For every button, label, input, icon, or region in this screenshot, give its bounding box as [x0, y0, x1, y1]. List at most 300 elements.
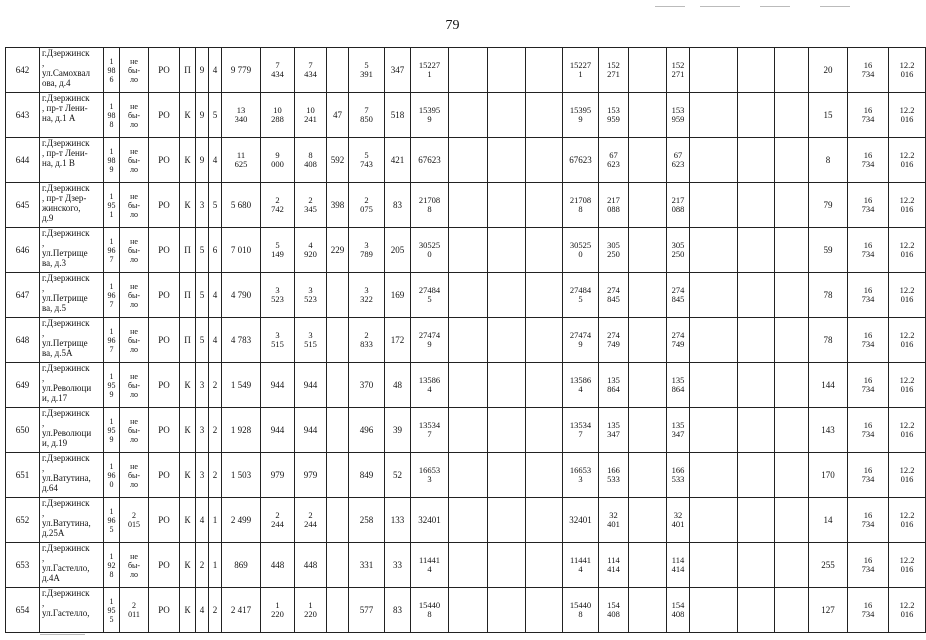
- area-cell: 2 742: [261, 183, 295, 228]
- cost-cell: [488, 48, 526, 93]
- cost-cell: [690, 273, 738, 318]
- area-cell: 1 220: [295, 588, 327, 633]
- limit-cost-cell: 16 734: [848, 228, 889, 273]
- previous-repair-cell: не бы- ло: [120, 273, 149, 318]
- type-cell: РО: [149, 228, 180, 273]
- cost-cell: 274 845: [599, 273, 629, 318]
- cost-cell: 15440 8: [563, 588, 599, 633]
- cost-cell: [449, 138, 488, 183]
- cost-cell: 13534 7: [563, 408, 599, 453]
- specific-cost-cell: 20: [809, 48, 848, 93]
- cost-cell: [629, 318, 667, 363]
- build-year-cell: 1 96 0: [104, 453, 120, 498]
- cost-cell: 274 845: [667, 273, 690, 318]
- wall-material-cell: К: [180, 588, 196, 633]
- cost-cell: 32 401: [667, 498, 690, 543]
- cost-cell: [526, 363, 563, 408]
- cost-cell: [738, 408, 775, 453]
- area-cell: 944: [261, 408, 295, 453]
- cost-cell: 32 401: [599, 498, 629, 543]
- previous-repair-cell: не бы- ло: [120, 228, 149, 273]
- cost-cell: 11441 4: [411, 543, 449, 588]
- area-cell: 3 789: [349, 228, 385, 273]
- cost-cell: [449, 228, 488, 273]
- area-cell: 370: [349, 363, 385, 408]
- residents-cell: 39: [385, 408, 411, 453]
- total-area-cell: 2 417: [222, 588, 261, 633]
- area-cell: 2 244: [295, 498, 327, 543]
- cost-cell: 27474 9: [411, 318, 449, 363]
- wall-material-cell: П: [180, 273, 196, 318]
- cost-cell: [738, 228, 775, 273]
- cost-cell: [738, 183, 775, 228]
- cost-cell: 67 623: [667, 138, 690, 183]
- cost-cell: [526, 588, 563, 633]
- cost-cell: 32401: [563, 498, 599, 543]
- scan-mark: [40, 634, 85, 635]
- wall-material-cell: К: [180, 408, 196, 453]
- address-cell: г.Дзержинск , ул.Петрище ва, д.5А: [40, 318, 104, 363]
- specific-cost-cell: 79: [809, 183, 848, 228]
- residents-cell: 52: [385, 453, 411, 498]
- area-cell: 10 288: [261, 93, 295, 138]
- area-cell: [327, 408, 349, 453]
- area-cell: 7 434: [261, 48, 295, 93]
- cost-cell: 21708 8: [411, 183, 449, 228]
- entrances-cell: 1: [209, 498, 222, 543]
- empty-cell: [775, 228, 809, 273]
- cost-cell: 305 250: [599, 228, 629, 273]
- cost-cell: [449, 273, 488, 318]
- deadline-cell: 12.2 016: [889, 588, 926, 633]
- area-cell: 9 000: [261, 138, 295, 183]
- cost-cell: [738, 93, 775, 138]
- specific-cost-cell: 14: [809, 498, 848, 543]
- cost-cell: [526, 183, 563, 228]
- cost-cell: [449, 363, 488, 408]
- cost-cell: [690, 318, 738, 363]
- limit-cost-cell: 16 734: [848, 588, 889, 633]
- table-row: [6, 408, 926, 453]
- residents-cell: 518: [385, 93, 411, 138]
- total-area-cell: 2 499: [222, 498, 261, 543]
- row-number: 652: [6, 498, 40, 543]
- cost-cell: [449, 48, 488, 93]
- area-cell: [327, 363, 349, 408]
- total-area-cell: 1 549: [222, 363, 261, 408]
- cost-cell: [738, 48, 775, 93]
- empty-cell: [775, 318, 809, 363]
- cost-cell: 154 408: [599, 588, 629, 633]
- area-cell: [327, 318, 349, 363]
- area-cell: 5 743: [349, 138, 385, 183]
- scan-mark: [655, 6, 685, 7]
- cost-cell: 152 271: [667, 48, 690, 93]
- area-cell: 10 241: [295, 93, 327, 138]
- cost-cell: 15395 9: [563, 93, 599, 138]
- cost-cell: [526, 453, 563, 498]
- address-cell: г.Дзержинск , ул.Ватутина, д.25А: [40, 498, 104, 543]
- entrances-cell: 2: [209, 588, 222, 633]
- table-row: [6, 363, 926, 408]
- previous-repair-cell: не бы- ло: [120, 183, 149, 228]
- empty-cell: [775, 363, 809, 408]
- previous-repair-cell: не бы- ло: [120, 363, 149, 408]
- residents-cell: 347: [385, 48, 411, 93]
- deadline-cell: 12.2 016: [889, 138, 926, 183]
- cost-cell: [488, 183, 526, 228]
- total-area-cell: 4 790: [222, 273, 261, 318]
- previous-repair-cell: 2 015: [120, 498, 149, 543]
- type-cell: РО: [149, 363, 180, 408]
- limit-cost-cell: 16 734: [848, 48, 889, 93]
- type-cell: РО: [149, 588, 180, 633]
- area-cell: 47: [327, 93, 349, 138]
- cost-cell: [738, 273, 775, 318]
- cost-cell: 13586 4: [563, 363, 599, 408]
- cost-cell: [690, 93, 738, 138]
- cost-cell: 153 959: [667, 93, 690, 138]
- cost-cell: [690, 48, 738, 93]
- area-cell: 7 850: [349, 93, 385, 138]
- address-cell: г.Дзержинск , ул.Революци и, д.17: [40, 363, 104, 408]
- wall-material-cell: К: [180, 543, 196, 588]
- cost-cell: [449, 183, 488, 228]
- residents-cell: 421: [385, 138, 411, 183]
- wall-material-cell: К: [180, 498, 196, 543]
- cost-cell: 305 250: [667, 228, 690, 273]
- total-area-cell: 4 783: [222, 318, 261, 363]
- floors-cell: 2: [196, 543, 209, 588]
- cost-cell: 166 533: [599, 453, 629, 498]
- cost-cell: [629, 138, 667, 183]
- cost-cell: [738, 318, 775, 363]
- cost-cell: [488, 453, 526, 498]
- area-cell: [327, 588, 349, 633]
- area-cell: 2 244: [261, 498, 295, 543]
- empty-cell: [775, 498, 809, 543]
- area-cell: 5 149: [261, 228, 295, 273]
- row-number: 649: [6, 363, 40, 408]
- build-year-cell: 1 96 5: [104, 498, 120, 543]
- area-cell: 331: [349, 543, 385, 588]
- entrances-cell: 5: [209, 93, 222, 138]
- address-cell: г.Дзержинск , пр-т Лени- на, д.1 В: [40, 138, 104, 183]
- residents-cell: 133: [385, 498, 411, 543]
- cost-cell: [449, 453, 488, 498]
- cost-cell: 114 414: [599, 543, 629, 588]
- cost-cell: [488, 363, 526, 408]
- previous-repair-cell: не бы- ло: [120, 318, 149, 363]
- row-number: 646: [6, 228, 40, 273]
- area-cell: 944: [295, 408, 327, 453]
- floors-cell: 3: [196, 363, 209, 408]
- previous-repair-cell: не бы- ло: [120, 453, 149, 498]
- area-cell: 496: [349, 408, 385, 453]
- residents-cell: 83: [385, 588, 411, 633]
- cost-cell: 27474 9: [563, 318, 599, 363]
- cost-cell: [629, 543, 667, 588]
- address-cell: г.Дзержинск , ул.Ватутина, д.64: [40, 453, 104, 498]
- cost-cell: 15440 8: [411, 588, 449, 633]
- cost-cell: [488, 93, 526, 138]
- previous-repair-cell: не бы- ло: [120, 48, 149, 93]
- type-cell: РО: [149, 273, 180, 318]
- cost-cell: 152 271: [599, 48, 629, 93]
- deadline-cell: 12.2 016: [889, 543, 926, 588]
- cost-cell: 16653 3: [563, 453, 599, 498]
- wall-material-cell: К: [180, 453, 196, 498]
- floors-cell: 3: [196, 183, 209, 228]
- area-cell: 849: [349, 453, 385, 498]
- build-year-cell: 1 95 5: [104, 588, 120, 633]
- residents-cell: 205: [385, 228, 411, 273]
- cost-cell: [526, 138, 563, 183]
- type-cell: РО: [149, 408, 180, 453]
- residents-cell: 169: [385, 273, 411, 318]
- area-cell: 3 523: [295, 273, 327, 318]
- entrances-cell: 4: [209, 318, 222, 363]
- cost-cell: [629, 408, 667, 453]
- deadline-cell: 12.2 016: [889, 363, 926, 408]
- address-cell: г.Дзержинск , пр-т Дзер- жинского, д.9: [40, 183, 104, 228]
- floors-cell: 9: [196, 138, 209, 183]
- deadline-cell: 12.2 016: [889, 498, 926, 543]
- area-cell: 3 322: [349, 273, 385, 318]
- row-number: 647: [6, 273, 40, 318]
- total-area-cell: 13 340: [222, 93, 261, 138]
- cost-cell: [449, 543, 488, 588]
- floors-cell: 4: [196, 588, 209, 633]
- area-cell: 2 833: [349, 318, 385, 363]
- cost-cell: [488, 498, 526, 543]
- cost-cell: 15395 9: [411, 93, 449, 138]
- cost-cell: [629, 93, 667, 138]
- deadline-cell: 12.2 016: [889, 408, 926, 453]
- table-row: [6, 138, 926, 183]
- type-cell: РО: [149, 498, 180, 543]
- wall-material-cell: П: [180, 48, 196, 93]
- cost-cell: 135 347: [599, 408, 629, 453]
- cost-cell: 27484 5: [411, 273, 449, 318]
- total-area-cell: 5 680: [222, 183, 261, 228]
- cost-cell: [629, 498, 667, 543]
- table-row: [6, 183, 926, 228]
- cost-cell: 135 864: [667, 363, 690, 408]
- floors-cell: 9: [196, 48, 209, 93]
- cost-cell: 67623: [563, 138, 599, 183]
- cost-cell: [690, 453, 738, 498]
- cost-cell: 15227 1: [411, 48, 449, 93]
- area-cell: 4 920: [295, 228, 327, 273]
- address-cell: г.Дзержинск , пр-т Лени- на, д.1 А: [40, 93, 104, 138]
- cost-cell: [488, 543, 526, 588]
- cost-cell: [526, 273, 563, 318]
- type-cell: РО: [149, 138, 180, 183]
- specific-cost-cell: 127: [809, 588, 848, 633]
- cost-cell: [629, 363, 667, 408]
- cost-cell: 274 749: [667, 318, 690, 363]
- cost-cell: [526, 228, 563, 273]
- table-row: [6, 318, 926, 363]
- scan-mark: [700, 6, 740, 7]
- cost-cell: 67 623: [599, 138, 629, 183]
- area-cell: 3 523: [261, 273, 295, 318]
- specific-cost-cell: 170: [809, 453, 848, 498]
- specific-cost-cell: 8: [809, 138, 848, 183]
- address-cell: г.Дзержинск , ул.Петрище ва, д.5: [40, 273, 104, 318]
- address-cell: г.Дзержинск , ул.Гастелло, д.4А: [40, 543, 104, 588]
- cost-cell: [526, 408, 563, 453]
- cost-cell: [738, 543, 775, 588]
- area-cell: 3 515: [261, 318, 295, 363]
- build-year-cell: 1 96 7: [104, 228, 120, 273]
- cost-cell: [488, 273, 526, 318]
- deadline-cell: 12.2 016: [889, 228, 926, 273]
- empty-cell: [775, 273, 809, 318]
- table-row: [6, 93, 926, 138]
- cost-cell: 135 864: [599, 363, 629, 408]
- empty-cell: [775, 93, 809, 138]
- area-cell: [327, 453, 349, 498]
- specific-cost-cell: 143: [809, 408, 848, 453]
- cost-cell: [449, 498, 488, 543]
- area-cell: 8 408: [295, 138, 327, 183]
- cost-cell: 153 959: [599, 93, 629, 138]
- row-number: 645: [6, 183, 40, 228]
- area-cell: 3 515: [295, 318, 327, 363]
- cost-cell: 67623: [411, 138, 449, 183]
- type-cell: РО: [149, 48, 180, 93]
- type-cell: РО: [149, 183, 180, 228]
- wall-material-cell: П: [180, 318, 196, 363]
- cost-cell: 217 088: [599, 183, 629, 228]
- cost-cell: [488, 228, 526, 273]
- cost-cell: 13586 4: [411, 363, 449, 408]
- cost-cell: [629, 228, 667, 273]
- entrances-cell: 2: [209, 453, 222, 498]
- cost-cell: 135 347: [667, 408, 690, 453]
- limit-cost-cell: 16 734: [848, 273, 889, 318]
- entrances-cell: 6: [209, 228, 222, 273]
- cost-cell: [690, 228, 738, 273]
- specific-cost-cell: 59: [809, 228, 848, 273]
- cost-cell: 30525 0: [563, 228, 599, 273]
- area-cell: 448: [261, 543, 295, 588]
- residents-cell: 83: [385, 183, 411, 228]
- row-number: 644: [6, 138, 40, 183]
- deadline-cell: 12.2 016: [889, 273, 926, 318]
- deadline-cell: 12.2 016: [889, 93, 926, 138]
- cost-cell: [738, 588, 775, 633]
- area-cell: [327, 273, 349, 318]
- empty-cell: [775, 453, 809, 498]
- total-area-cell: 869: [222, 543, 261, 588]
- cost-cell: 15227 1: [563, 48, 599, 93]
- specific-cost-cell: 78: [809, 318, 848, 363]
- cost-cell: [738, 138, 775, 183]
- cost-cell: [629, 48, 667, 93]
- wall-material-cell: П: [180, 228, 196, 273]
- area-cell: [327, 48, 349, 93]
- entrances-cell: 5: [209, 183, 222, 228]
- row-number: 650: [6, 408, 40, 453]
- page-number: 79: [445, 18, 460, 33]
- cost-cell: [526, 543, 563, 588]
- row-number: 653: [6, 543, 40, 588]
- type-cell: РО: [149, 453, 180, 498]
- cost-cell: [488, 318, 526, 363]
- build-year-cell: 1 95 9: [104, 363, 120, 408]
- cost-cell: [629, 588, 667, 633]
- build-year-cell: 1 98 9: [104, 138, 120, 183]
- previous-repair-cell: не бы- ло: [120, 408, 149, 453]
- cost-cell: 30525 0: [411, 228, 449, 273]
- area-cell: 258: [349, 498, 385, 543]
- build-year-cell: 1 98 8: [104, 93, 120, 138]
- cost-cell: [690, 183, 738, 228]
- limit-cost-cell: 16 734: [848, 498, 889, 543]
- wall-material-cell: К: [180, 93, 196, 138]
- area-cell: 979: [295, 453, 327, 498]
- address-cell: г.Дзержинск , ул.Самохвал ова, д.4: [40, 48, 104, 93]
- deadline-cell: 12.2 016: [889, 453, 926, 498]
- area-cell: 1 220: [261, 588, 295, 633]
- entrances-cell: 4: [209, 48, 222, 93]
- build-year-cell: 1 95 1: [104, 183, 120, 228]
- wall-material-cell: К: [180, 363, 196, 408]
- table-body: [6, 48, 926, 633]
- empty-cell: [775, 588, 809, 633]
- table-row: [6, 453, 926, 498]
- empty-cell: [775, 138, 809, 183]
- area-cell: 7 434: [295, 48, 327, 93]
- cost-cell: [690, 543, 738, 588]
- floors-cell: 9: [196, 93, 209, 138]
- cost-cell: [488, 588, 526, 633]
- cost-cell: [690, 588, 738, 633]
- scan-mark: [760, 6, 790, 7]
- area-cell: 448: [295, 543, 327, 588]
- table-row: [6, 273, 926, 318]
- previous-repair-cell: не бы- ло: [120, 543, 149, 588]
- cost-cell: [449, 93, 488, 138]
- total-area-cell: 7 010: [222, 228, 261, 273]
- area-cell: 592: [327, 138, 349, 183]
- deadline-cell: 12.2 016: [889, 48, 926, 93]
- cost-cell: [449, 588, 488, 633]
- cost-cell: [690, 138, 738, 183]
- cost-cell: [690, 408, 738, 453]
- empty-cell: [775, 183, 809, 228]
- cost-cell: [738, 363, 775, 408]
- area-cell: [327, 543, 349, 588]
- residents-cell: 48: [385, 363, 411, 408]
- address-cell: г.Дзержинск , ул.Революци и, д.19: [40, 408, 104, 453]
- deadline-cell: 12.2 016: [889, 183, 926, 228]
- wall-material-cell: К: [180, 138, 196, 183]
- row-number: 643: [6, 93, 40, 138]
- row-number: 651: [6, 453, 40, 498]
- build-year-cell: 1 96 7: [104, 318, 120, 363]
- cost-cell: [526, 318, 563, 363]
- area-cell: 2 075: [349, 183, 385, 228]
- cost-cell: [629, 273, 667, 318]
- table-row: [6, 48, 926, 93]
- limit-cost-cell: 16 734: [848, 138, 889, 183]
- cost-cell: [629, 453, 667, 498]
- cost-cell: 16653 3: [411, 453, 449, 498]
